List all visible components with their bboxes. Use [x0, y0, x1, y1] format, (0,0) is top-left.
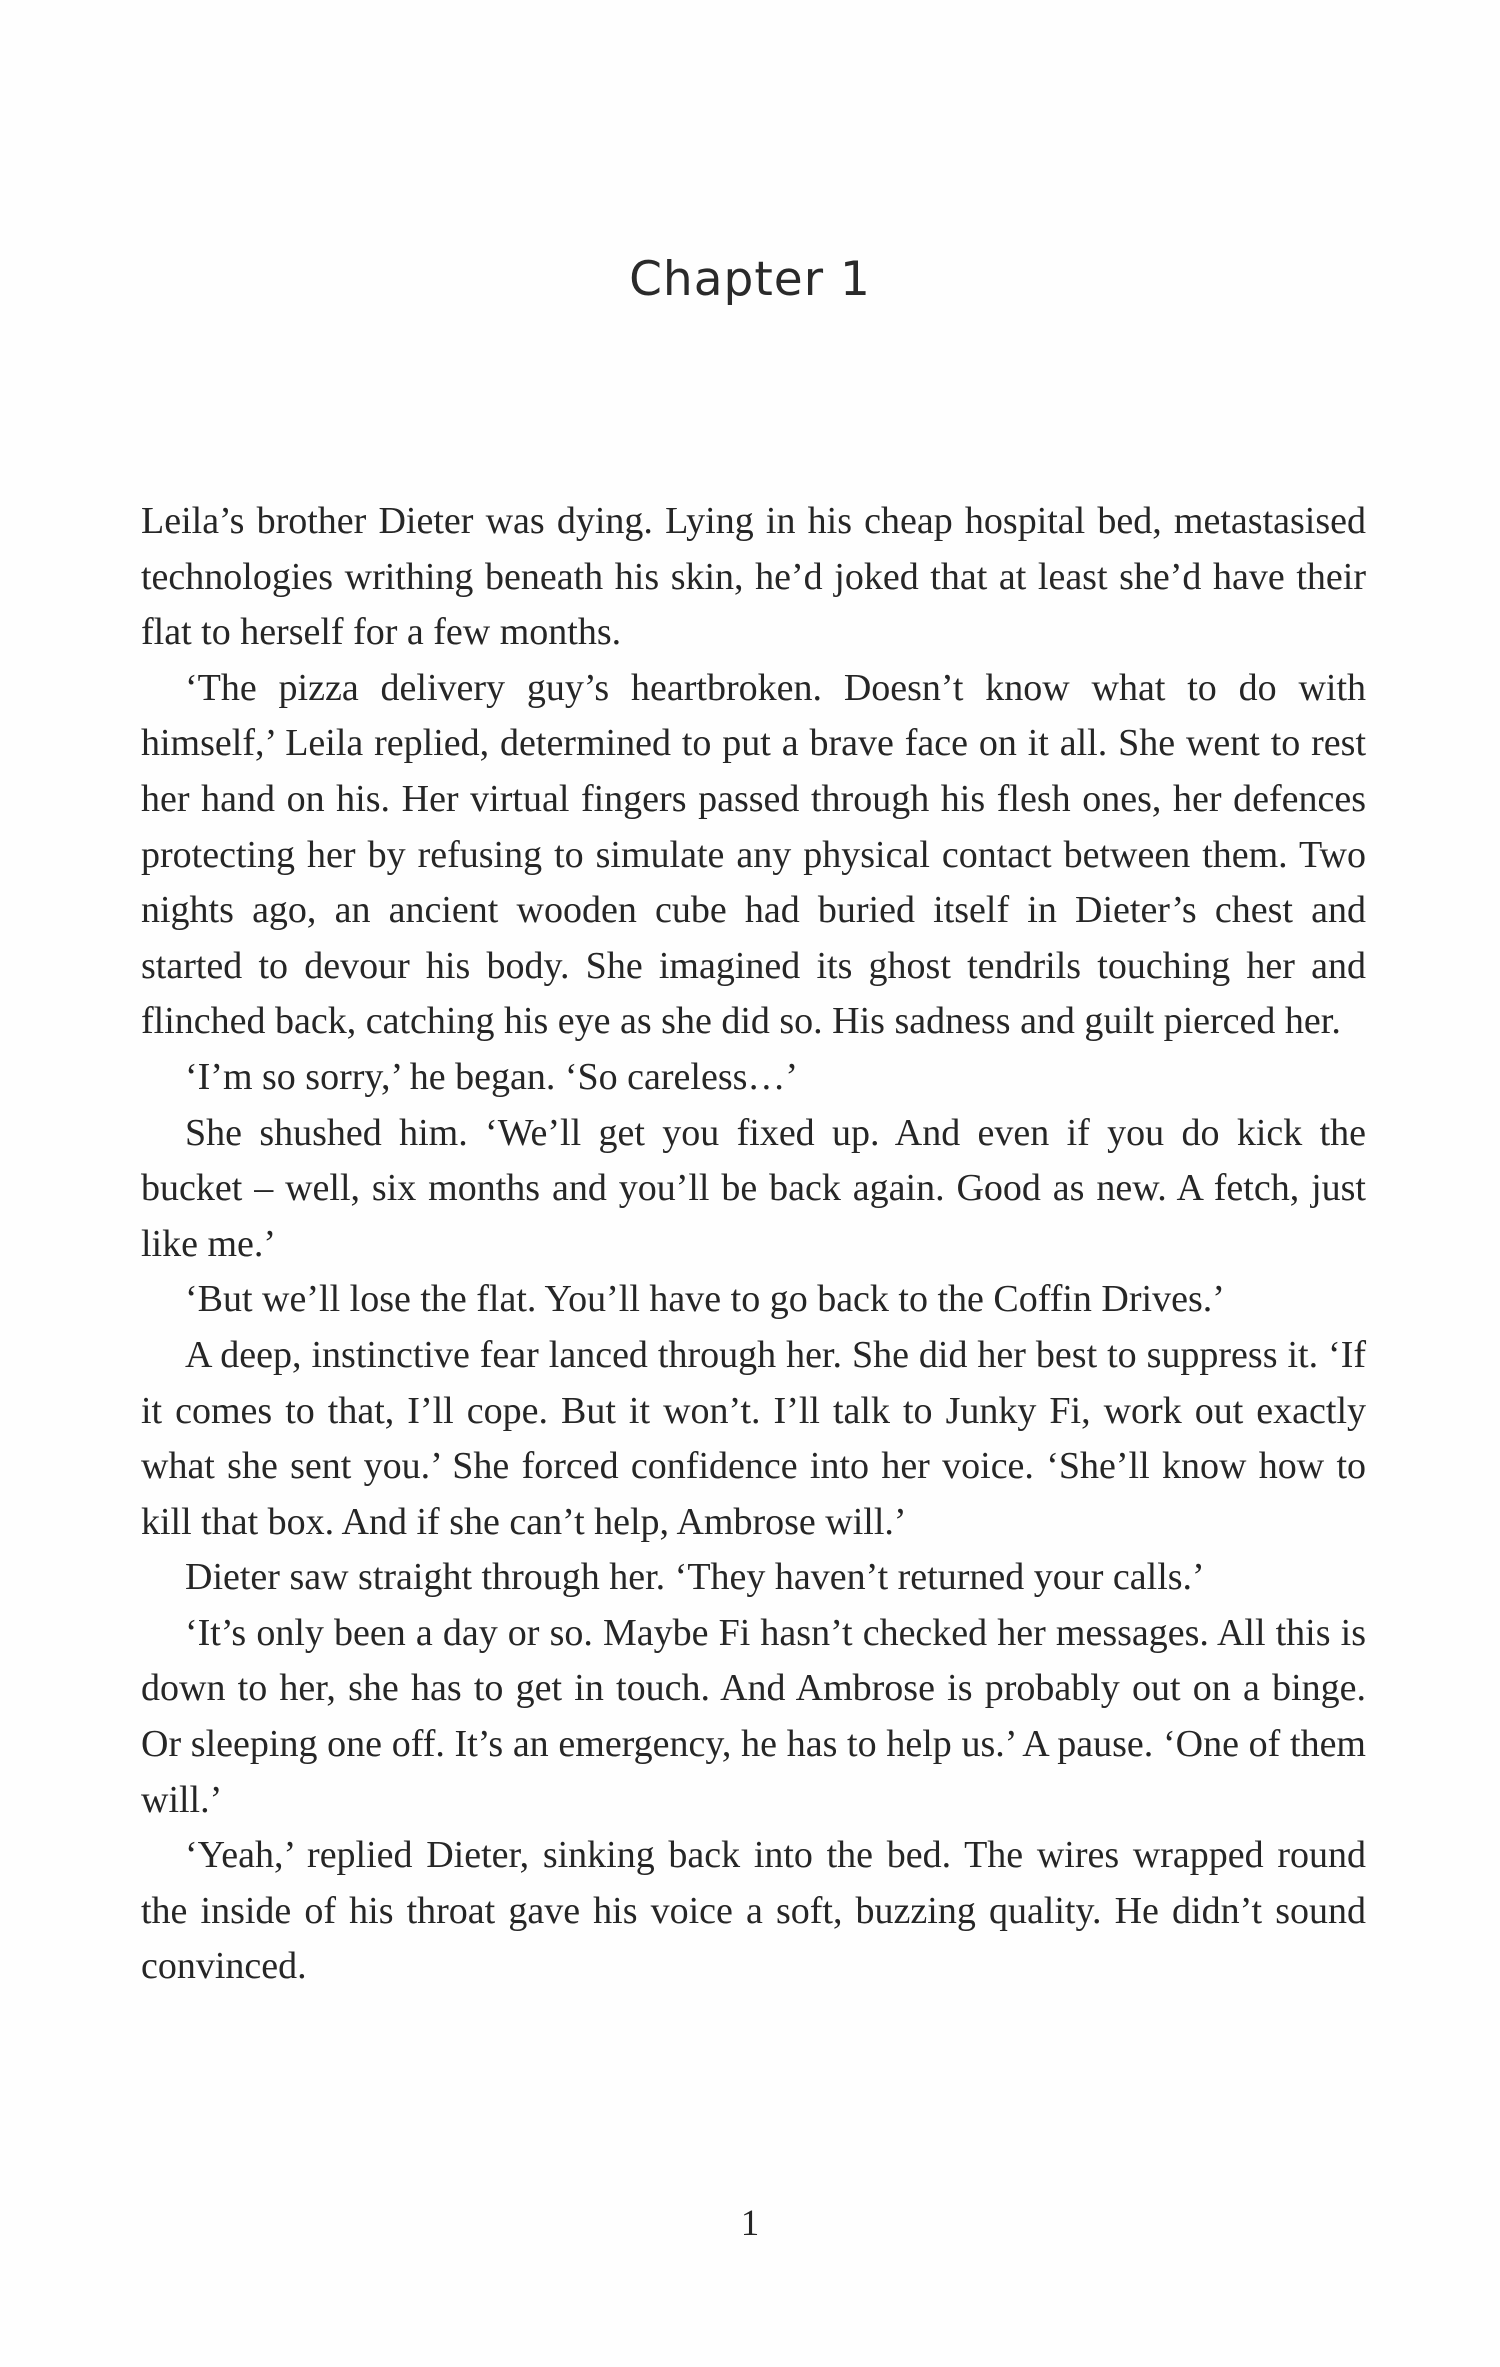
- paragraph: ‘Yeah,’ replied Dieter, sinking back into the bed. The wires wrapped round the inside of his throat gave his voice a soft, buzzing quality. He didn’t sound convinced.: [141, 1834, 1366, 1988]
- chapter-title: Chapter 1: [629, 252, 871, 307]
- page-number: 1: [740, 2203, 760, 2244]
- paragraph: ‘The pizza delivery guy’s heartbroken. Doesn’t know what to do with himself,’ Leila replied, determined to put a brave face on it all. She went to rest her hand on his. Her virtual fingers passed through his flesh ones, her defences protecting her by refusing to simulate any physical contact between them. Two nights ago, an ancient wooden cube had buried itself in Dieter’s chest and started to devour his body. She imagined its ghost tendrils touching her and flinched back, catching his eye as she did so. His sadness and guilt pierced her.: [141, 666, 1366, 1043]
- chapter-body: [141, 494, 1366, 1995]
- paragraph: She shushed him. ‘We’ll get you fixed up. And even if you do kick the bucket – well, six months and you’ll be back again. Good as new. A fetch, just like me.’: [141, 1111, 1366, 1265]
- paragraph: Dieter saw straight through her. ‘They haven’t returned your calls.’: [185, 1556, 1205, 1599]
- paragraph: Leila’s brother Dieter was dying. Lying in his cheap hospital bed, metastasised technologies writhing beneath his skin, he’d joked that at least she’d have their flat to herself for a few months.: [141, 500, 1366, 654]
- paragraph: ‘It’s only been a day or so. Maybe Fi hasn’t checked her messages. All this is down to her, she has to get in touch. And Ambrose is probably out on a binge. Or sleeping one off. It’s an emergency, he has to help us.’ A pause. ‘One of them will.’: [141, 1611, 1366, 1821]
- paragraph: A deep, instinctive fear lanced through her. She did her best to suppress it. ‘If it comes to that, I’ll cope. But it won’t. I’ll talk to Junky Fi, work out exactly what she sent you.’ She forced confidence into her voice. ‘She’ll know how to kill that box. And if she can’t help, Ambrose will.’: [141, 1333, 1366, 1543]
- paragraph: ‘I’m so sorry,’ he began. ‘So careless…’: [185, 1055, 799, 1098]
- paragraph: ‘But we’ll lose the flat. You’ll have to go back to the Coffin Drives.’: [185, 1278, 1225, 1321]
